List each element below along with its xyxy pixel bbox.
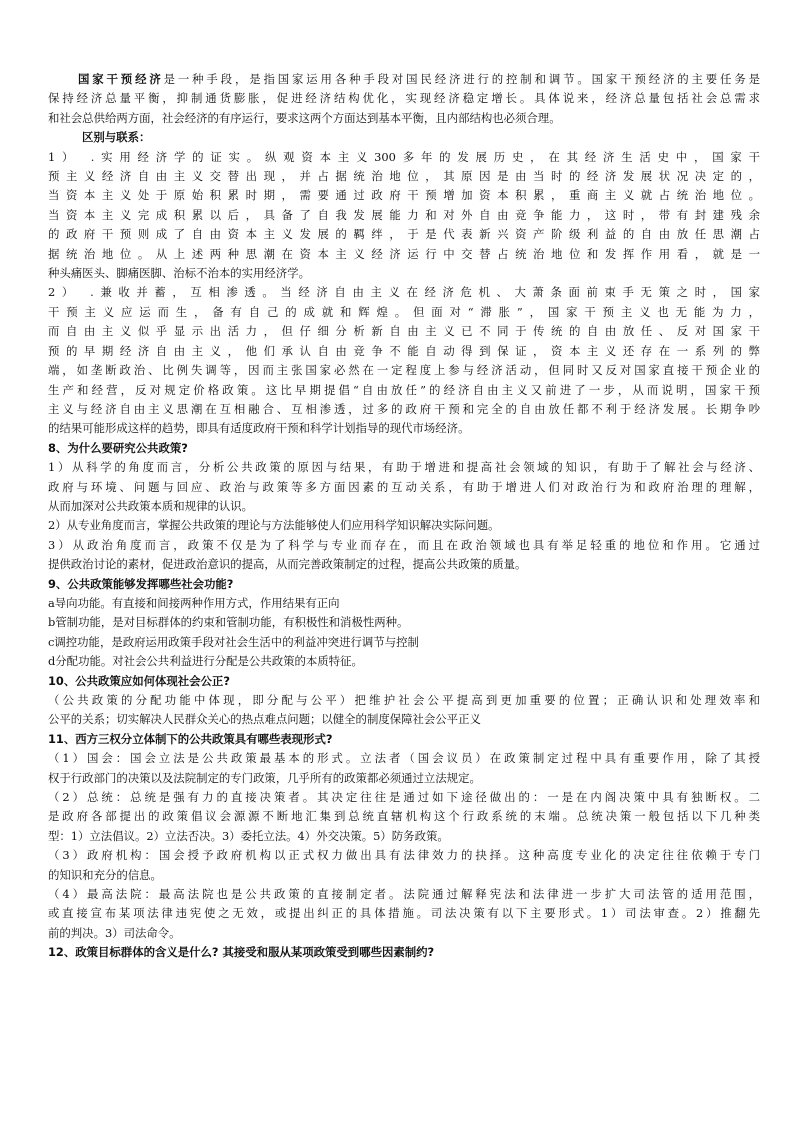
text-line: 当资本主义处于原始积累时期，需要通过政府干预增加资本积累，重商主义就占统治地位。 — [48, 188, 760, 203]
text-line: a导向功能。有直接和间接两种作用方式，作用结果有正向 — [48, 595, 340, 610]
question-10-title: 10、公共政策应如何体现社会公正? — [48, 673, 230, 688]
text-line: 权于行政部门的决策以及法院制定的专门政策，几乎所有的政策都必须通过立法规定。 — [48, 770, 481, 785]
text-line: 干预主义应运而生，备有自己的成就和辉煌。但面对“滞胀”，国家干预主义也无能为力， — [48, 304, 760, 319]
text-line: 从而加深对公共政策本质和规律的认识。 — [48, 498, 254, 513]
text-line: 2）从专业角度而言，掌握公共政策的理论与方法能够使人们应用科学知识解决实际问题。 — [48, 518, 500, 533]
text-line: 端，如垄断政治、比例失调等，因而主张国家必然在一定程度上参与经济活动，但同时又反对国家直接干预企业的 — [48, 363, 760, 378]
intro-term: 国家干预经济 — [78, 72, 164, 86]
intro-line-2: 保持经济总量平衡，抑制通货膨胀，促进经济结构优化，实现经济稳定增长。具体说来，经济总量包括社会总需求 — [48, 91, 760, 106]
text-line: 型：1）立法倡议。2）立法否决。3）委托立法。4）外交决策。5）防务政策。 — [48, 828, 449, 843]
section-diff-body — [48, 148, 760, 439]
text-line: 预的早期经济自由主义，他们承认自由竞争不能自动得到保证，资本主义还存在一系列的弊 — [48, 343, 760, 358]
text-line: c调控功能，是政府运用政策手段对社会生活中的利益冲突进行调节与控制 — [48, 634, 419, 649]
question-10-body — [48, 691, 760, 730]
question-9-body — [48, 594, 760, 672]
text-line: 主义与经济自由主义思潮在互相融合、互相渗透，过多的政府干预和完全的自由放任都不利于经济发展。长期争吵 — [48, 401, 760, 416]
text-line: 是政府各部提出的政策倡议会源源不断地汇集到总统直辖机构这个行政系统的末端。总统决策一般包括以下几种类 — [48, 809, 760, 824]
text-line: 政府与环境、问题与回应、政治与政策等多方面因素的互动关系，有助于增进人们对政治行为和政府治理的理解， — [48, 479, 760, 494]
question-11-title: 11、西方三权分立体制下的公共政策具有哪些表现形式? — [48, 731, 333, 746]
text-line: 的知识和充分的信息。 — [48, 867, 162, 882]
section-title-diff: 区别与联系： — [82, 130, 151, 145]
text-line: 3）从政治角度而言，政策不仅是为了科学与专业而存在，而且在政治领域也具有举足轻重的地位和作用。它通过 — [48, 537, 760, 552]
question-8-title: 8、为什么要研究公共政策? — [48, 440, 188, 455]
text-line: （公共政策的分配功能中体现，即分配与公平）把维护社会公平提高到更加重要的位置；正确认识和处理效率和 — [48, 693, 760, 707]
text-line: d分配功能。对社会公共利益进行分配是公共政策的本质特征。 — [48, 654, 363, 669]
intro-text: 是一种手段，是指国家运用各种手段对国民经济进行的控制和调节。国家干预经济的主要任务是 — [163, 72, 760, 86]
text-line: 的结果可能形成这样的趋势，即具有适度政府干预和科学计划指导的现代市场经济。 — [48, 421, 470, 436]
intro-line-3: 和社会总供给两方面，社会经济的有序运行，要求这两个方面达到基本平衡，且内部结构也必须合理。 — [48, 110, 561, 125]
text-line: （1）国会：国会立法是公共政策最基本的形式。立法者（国会议员）在政策制定过程中具有重要作用，除了其授 — [48, 751, 760, 766]
text-line: 生产和经营，反对规定价格政策。这比早期提倡“自由放任”的经济自由主义又前进了一步，从而说明，国家干预 — [48, 382, 760, 397]
question-12-title: 12、政策目标群体的含义是什么? 其接受和服从某项政策受到哪些因素制约? — [48, 945, 435, 960]
text-line: 种头痛医头、脚痛医脚、治标不治本的实用经济学。 — [48, 266, 310, 281]
intro-line-1 — [48, 70, 760, 89]
text-line: 前的判决。3）司法命令。 — [48, 925, 181, 940]
text-line: b管制功能，是对目标群体的约束和管制功能，有积极性和消极性两种。 — [48, 615, 409, 630]
text-line: 公平的关系；切实解决人民群众关心的热点难点问题；以健全的制度保障社会公平正义 — [48, 712, 481, 727]
text-line: （3）政府机构：国会授予政府机构以正式权力做出具有法律效力的抉择。这种高度专业化的决定往往依赖于专门 — [48, 848, 760, 863]
text-line: 当资本主义完成积累以后，具备了自我发展能力和对外自由竞争能力，这时，带有封建残余 — [48, 207, 760, 222]
text-line: 提供政治讨论的素材，促进政治意识的提高，从而完善政策制定的过程，提高公共政策的质量。 — [48, 557, 527, 572]
text-line: 而自由主义似乎显示出活力，但仔细分析新自由主义已不同于传统的自由放任、反对国家干 — [48, 324, 760, 339]
text-line: 的政府干预则成了自由资本主义发展的羁绊，于是代表新兴资产阶级利益的自由放任思潮占 — [48, 227, 760, 242]
text-line: 1）从科学的角度而言，分析公共政策的原因与结果，有助于增进和提高社会领域的知识，有助于了解社会与经济、 — [48, 460, 760, 475]
text-line: （4）最高法院：最高法院也是公共政策的直接制定者。法院通过解释宪法和法律进一步扩大司法管的适用范围， — [48, 887, 760, 902]
text-line: 或直接宣布某项法律违宪使之无效，或提出纠正的具体措施。司法决策有以下主要形式。1）司法审查。2）推翻先 — [48, 906, 760, 921]
text-line: 1） .实用经济学的证实。纵观资本主义300多年的发展历史，在其经济生活史中，国家干 — [48, 149, 760, 164]
text-line: 预主义经济自由主义交替出现，并占据统治地位，其原因是由当时的经济发展状况决定的， — [48, 169, 760, 184]
text-line: （2）总统：总统是强有力的直接决策者。其决定往往是通过如下途径做出的：一是在内阁决策中具有独断权。二 — [48, 790, 760, 805]
question-8-body — [48, 458, 760, 574]
question-9-title: 9、公共政策能够发挥哪些社会功能? — [48, 576, 234, 591]
document-page — [48, 70, 760, 963]
text-line: 据统治地位。从上述两种思潮在资本主义经济运行中交替占统治地位和发挥作用看，就是一 — [48, 246, 760, 261]
text-line: 2） .兼收并蓄，互相渗透。当经济自由主义在经济危机、大萧条面前束手无策之时，国家 — [48, 285, 760, 300]
question-11-body — [48, 749, 760, 943]
